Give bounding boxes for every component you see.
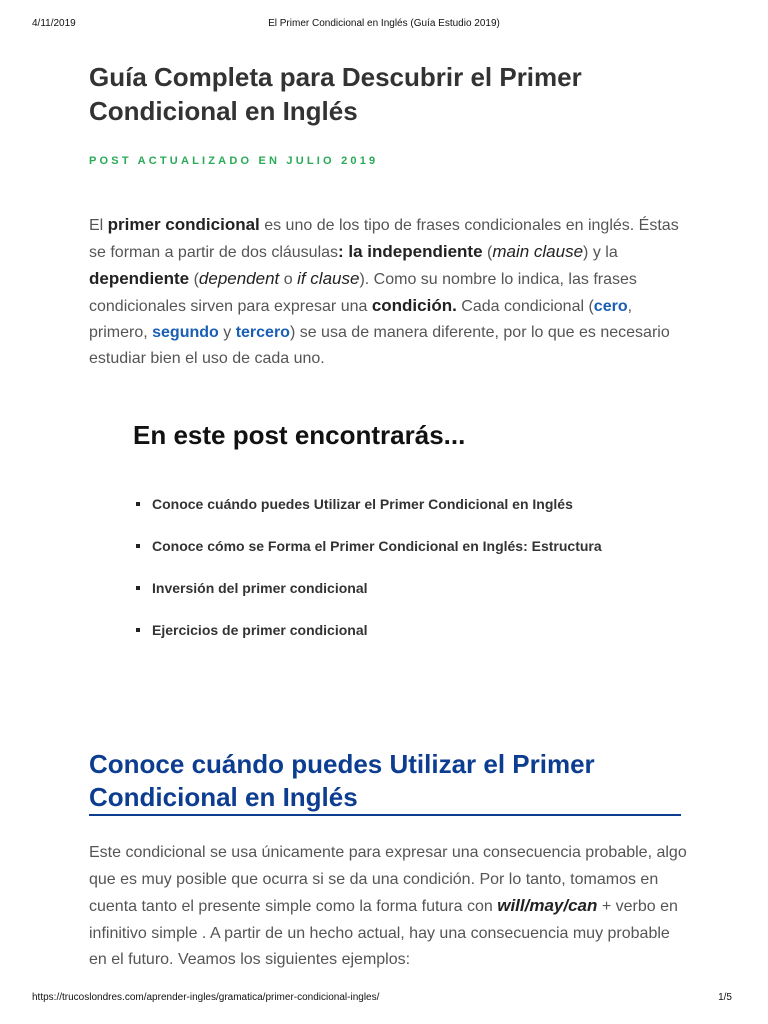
link-cero[interactable]: cero [593, 298, 628, 315]
toc-item[interactable]: Ejercicios de primer condicional [136, 616, 616, 644]
print-header [0, 18, 768, 32]
bullet-icon [136, 502, 140, 506]
toc-item[interactable]: Inversión del primer condicional [136, 574, 616, 602]
link-segundo[interactable]: segundo [152, 324, 219, 341]
toc-item[interactable]: Conoce cómo se Forma el Primer Condicional en Inglés: Estructura [136, 532, 616, 560]
updated-label: POST ACTUALIZADO EN JULIO 2019 [89, 155, 379, 167]
section-heading: Conoce cuándo puedes Utilizar el Primer Condicional en Inglés [89, 749, 595, 812]
section-paragraph: Este condicional se usa únicamente para expresar una consecuencia probable, algo que es muy posible que ocurra si se da una condición. Por lo tanto, tomamos en cuenta tanto el presente simple como la forma futura con will/may/can + verbo en infinitivo simple . A partir de un hecho actual, hay una consecuencia muy probable en el futuro. Veamos los siguientes ejemplos: [89, 844, 687, 968]
print-date: 4/11/2019 [32, 18, 76, 29]
article-title: Guía Completa para Descubrir el Primer Condicional en Inglés [89, 62, 582, 126]
print-url: https://trucoslondres.com/aprender-ingles/gramatica/primer-condicional-ingles/ [32, 992, 380, 1003]
page-number: 1/5 [718, 992, 732, 1003]
toc-title: En este post encontrarás... [133, 420, 466, 450]
print-doc-title: El Primer Condicional en Inglés (Guía Estudio 2019) [268, 18, 500, 29]
section-divider [89, 814, 681, 816]
intro-paragraph: El primer condicional es uno de los tipo de frases condicionales en inglés. Éstas se forman a partir de dos cláusulas: la independiente (main clause) y la dependiente (dependent o if clause). Como su nombre lo indica, las frases condicionales sirven para expresar una condición. Cada condicional (cero, primero, segundo y tercero) se usa de manera diferente, por lo que es necesario estudiar bien el uso de cada uno. [89, 215, 679, 367]
toc-item[interactable]: Conoce cuándo puedes Utilizar el Primer Condicional en Inglés [136, 490, 616, 518]
bullet-icon [136, 628, 140, 632]
print-footer [0, 992, 768, 1006]
bullet-icon [136, 544, 140, 548]
link-tercero[interactable]: tercero [235, 324, 290, 341]
bullet-icon [136, 586, 140, 590]
toc-list [136, 490, 616, 658]
